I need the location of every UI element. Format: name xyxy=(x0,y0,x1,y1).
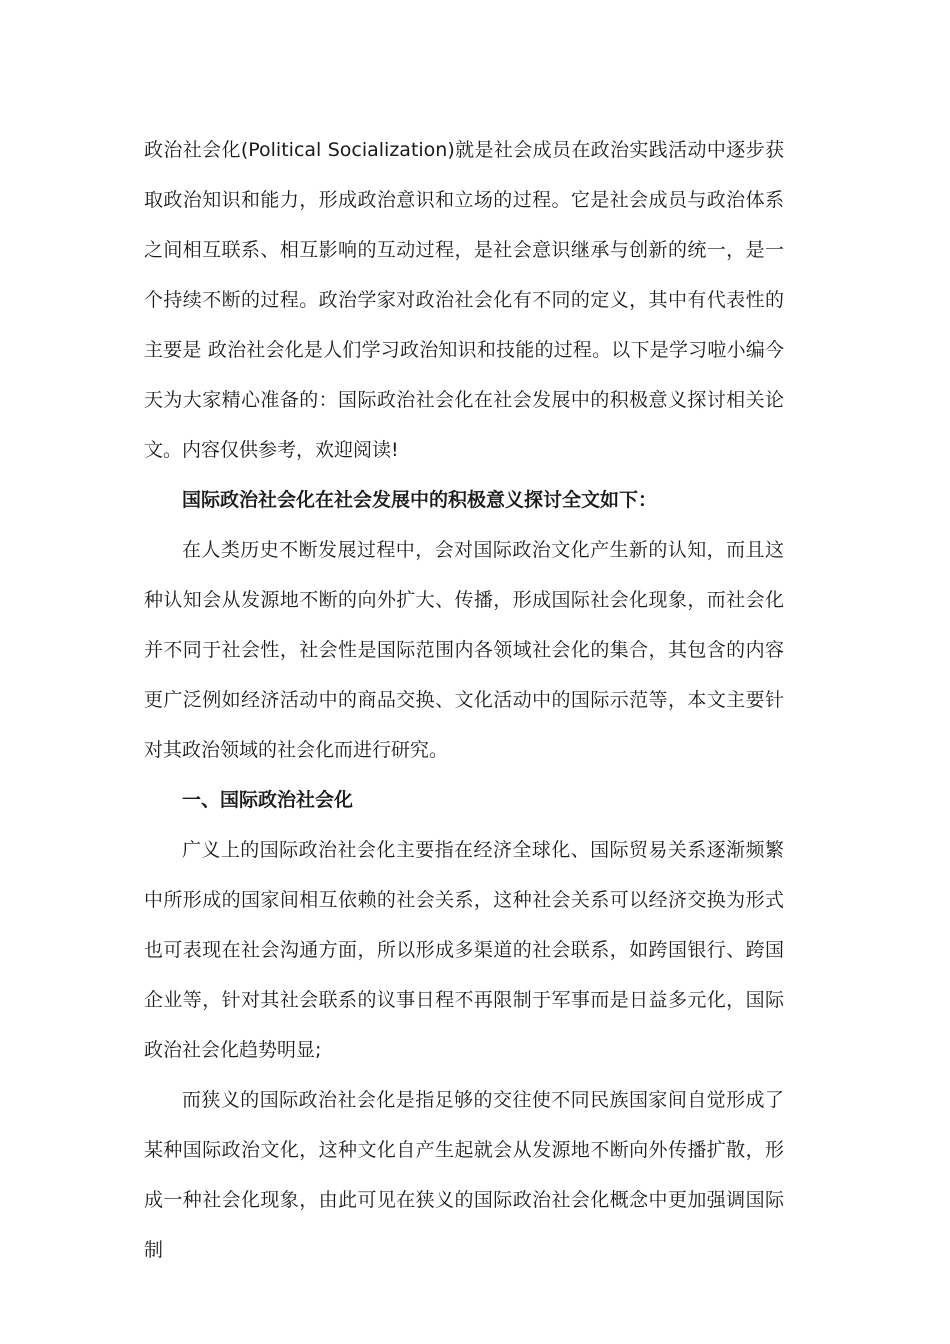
full-text-heading: 国际政治社会化在社会发展中的积极意义探讨全文如下： xyxy=(182,489,658,511)
document-body xyxy=(144,125,784,1275)
intro-paragraph: 政治社会化(Political Socialization)就是社会成员在政治实践活动中逐步获取政治知识和能力，形成政治意识和立场的过程。它是社会成员与政治体系之间相互联系、相互影响的互动过程，是社会意识继承与创新的统一，是一个持续不断的过程。政治学家对政治社会化有不同的定义，其中有代表性的主要是 政治社会化是人们学习政治知识和技能的过程。以下是学习啦小编今天为大家精心准备的：国际政治社会化在社会发展中的积极意义探讨相关论文。内容仅供参考，欢迎阅读! xyxy=(144,139,784,461)
body-paragraph-3: 而狭义的国际政治社会化是指足够的交往使不同民族国家间自觉形成了某种国际政治文化，这种文化自产生起就会从发源地不断向外传播扩散，形成一种社会化现象，由此可见在狭义的国际政治社会化概念中更加强调国际制 xyxy=(144,1089,784,1261)
section-1-heading: 一、国际政治社会化 xyxy=(182,789,354,811)
body-paragraph-1: 在人类历史不断发展过程中，会对国际政治文化产生新的认知，而且这种认知会从发源地不断的向外扩大、传播，形成国际社会化现象，而社会化并不同于社会性，社会性是国际范围内各领域社会化的集合，其包含的内容更广泛例如经济活动中的商品交换、文化活动中的国际示范等，本文主要针对其政治领域的社会化而进行研究。 xyxy=(144,539,784,761)
body-paragraph-2: 广义上的国际政治社会化主要指在经济全球化、国际贸易关系逐渐频繁中所形成的国家间相互依赖的社会关系，这种社会关系可以经济交换为形式也可表现在社会沟通方面，所以形成多渠道的社会联系，如跨国银行、跨国企业等，针对其社会联系的议事日程不再限制于军事而是日益多元化，国际政治社会化趋势明显; xyxy=(144,839,784,1061)
